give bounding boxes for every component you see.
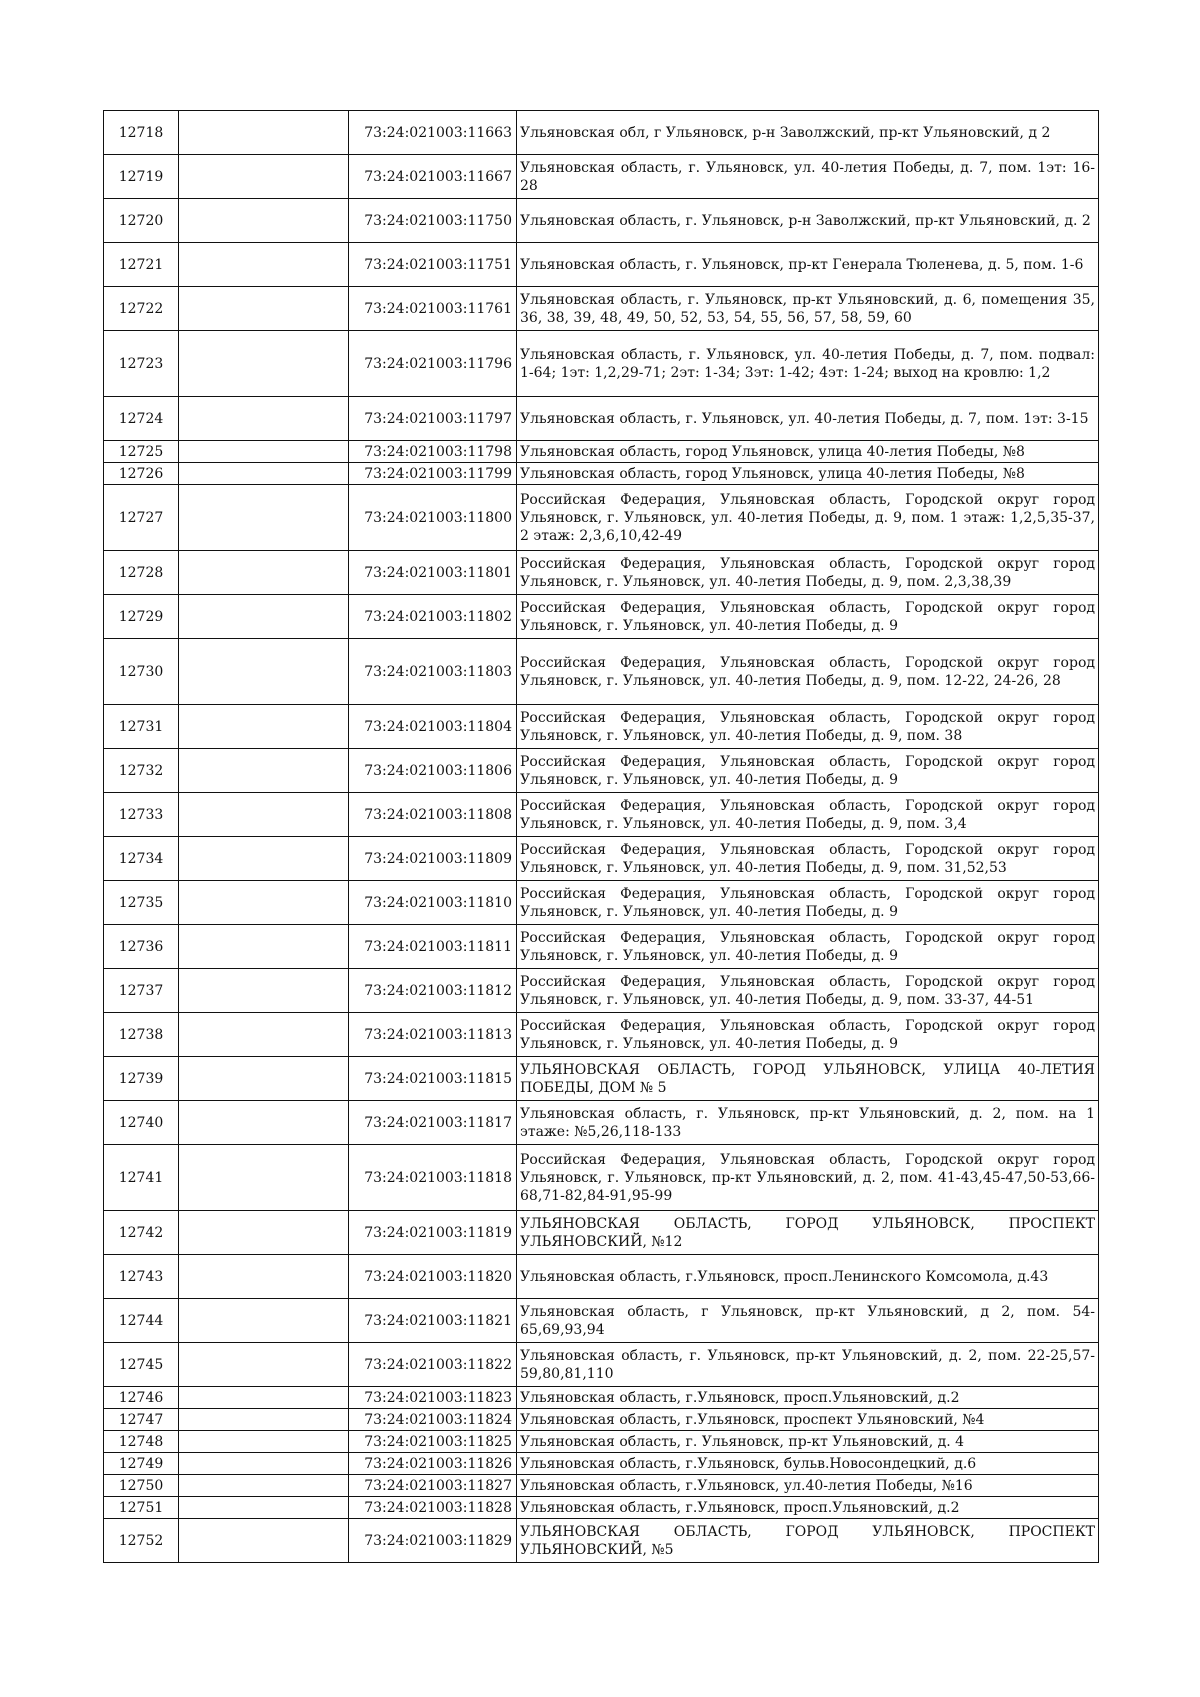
cadastral-number: 73:24:021003:11818 xyxy=(349,1145,517,1211)
row-number: 12725 xyxy=(104,441,179,463)
table-row xyxy=(104,1101,1099,1145)
cadastral-number: 73:24:021003:11750 xyxy=(349,199,517,243)
address: Российская Федерация, Ульяновская область, Городской округ город Ульяновск, г. Ульяновск, ул. 40-летия Победы, д. 9 xyxy=(517,749,1099,793)
empty-cell xyxy=(179,463,349,485)
table-row xyxy=(104,397,1099,441)
cadastral-number: 73:24:021003:11817 xyxy=(349,1101,517,1145)
table-row xyxy=(104,1431,1099,1453)
table-row xyxy=(104,1211,1099,1255)
cadastral-number: 73:24:021003:11828 xyxy=(349,1497,517,1519)
cadastral-number: 73:24:021003:11751 xyxy=(349,243,517,287)
address: Российская Федерация, Ульяновская область, Городской округ город Ульяновск, г. Ульяновск, ул. 40-летия Победы, д. 9, пом. 2,3,38,39 xyxy=(517,551,1099,595)
address: Российская Федерация, Ульяновская область, Городской округ город Ульяновск, г. Ульяновск, ул. 40-летия Победы, д. 9 xyxy=(517,881,1099,925)
registry-table xyxy=(103,110,1099,1563)
cadastral-number: 73:24:021003:11797 xyxy=(349,397,517,441)
empty-cell xyxy=(179,1145,349,1211)
empty-cell xyxy=(179,749,349,793)
cadastral-number: 73:24:021003:11823 xyxy=(349,1387,517,1409)
cadastral-number: 73:24:021003:11801 xyxy=(349,551,517,595)
address: УЛЬЯНОВСКАЯ ОБЛАСТЬ, ГОРОД УЛЬЯНОВСК, ПРОСПЕКТ УЛЬЯНОВСКИЙ, №12 xyxy=(517,1211,1099,1255)
address: Ульяновская область, г. Ульяновск, ул. 40-летия Победы, д. 7, пом. 1эт: 16-28 xyxy=(517,155,1099,199)
row-number: 12726 xyxy=(104,463,179,485)
empty-cell xyxy=(179,243,349,287)
row-number: 12722 xyxy=(104,287,179,331)
cadastral-number: 73:24:021003:11813 xyxy=(349,1013,517,1057)
cadastral-number: 73:24:021003:11800 xyxy=(349,485,517,551)
address: Ульяновская область, г.Ульяновск, ул.40-летия Победы, №16 xyxy=(517,1475,1099,1497)
address: Российская Федерация, Ульяновская область, Городской округ город Ульяновск, г. Ульяновск, ул. 40-летия Победы, д. 9, пом. 38 xyxy=(517,705,1099,749)
cadastral-number: 73:24:021003:11819 xyxy=(349,1211,517,1255)
address: Ульяновская область, г.Ульяновск, проспект Ульяновский, №4 xyxy=(517,1409,1099,1431)
empty-cell xyxy=(179,441,349,463)
empty-cell xyxy=(179,199,349,243)
address: Российская Федерация, Ульяновская область, Городской округ город Ульяновск, г. Ульяновск, ул. 40-летия Победы, д. 9, пом. 33-37, 44-51 xyxy=(517,969,1099,1013)
table-row xyxy=(104,1145,1099,1211)
cadastral-number: 73:24:021003:11826 xyxy=(349,1453,517,1475)
address: Ульяновская область, г.Ульяновск, просп.Ульяновский, д.2 xyxy=(517,1497,1099,1519)
table-row xyxy=(104,1387,1099,1409)
empty-cell xyxy=(179,287,349,331)
address: Ульяновская область, г. Ульяновск, ул. 40-летия Победы, д. 7, пом. подвал: 1-64; 1эт: 1,2,29-71; 2эт: 1-34; 3эт: 1-42; 4эт: 1-24; выход на кровлю: 1,2 xyxy=(517,331,1099,397)
table-row xyxy=(104,749,1099,793)
table-row xyxy=(104,1409,1099,1431)
empty-cell xyxy=(179,1475,349,1497)
table-row xyxy=(104,1475,1099,1497)
table-row xyxy=(104,1497,1099,1519)
cadastral-number: 73:24:021003:11824 xyxy=(349,1409,517,1431)
row-number: 12733 xyxy=(104,793,179,837)
cadastral-number: 73:24:021003:11663 xyxy=(349,111,517,155)
row-number: 12727 xyxy=(104,485,179,551)
empty-cell xyxy=(179,1453,349,1475)
empty-cell xyxy=(179,1211,349,1255)
table-row xyxy=(104,243,1099,287)
address: Ульяновская область, г.Ульяновск, просп.Ульяновский, д.2 xyxy=(517,1387,1099,1409)
empty-cell xyxy=(179,1299,349,1343)
address: УЛЬЯНОВСКАЯ ОБЛАСТЬ, ГОРОД УЛЬЯНОВСК, ПРОСПЕКТ УЛЬЯНОВСКИЙ, №5 xyxy=(517,1519,1099,1563)
row-number: 12738 xyxy=(104,1013,179,1057)
cadastral-number: 73:24:021003:11804 xyxy=(349,705,517,749)
row-number: 12750 xyxy=(104,1475,179,1497)
row-number: 12734 xyxy=(104,837,179,881)
empty-cell xyxy=(179,1431,349,1453)
row-number: 12746 xyxy=(104,1387,179,1409)
table-row xyxy=(104,1013,1099,1057)
row-number: 12752 xyxy=(104,1519,179,1563)
address: УЛЬЯНОВСКАЯ ОБЛАСТЬ, ГОРОД УЛЬЯНОВСК, УЛИЦА 40-ЛЕТИЯ ПОБЕДЫ, ДОМ № 5 xyxy=(517,1057,1099,1101)
table-row xyxy=(104,1453,1099,1475)
address: Ульяновская область, г. Ульяновск, пр-кт Генерала Тюленева, д. 5, пом. 1-6 xyxy=(517,243,1099,287)
row-number: 12745 xyxy=(104,1343,179,1387)
row-number: 12748 xyxy=(104,1431,179,1453)
address: Ульяновская обл, г Ульяновск, р-н Заволжский, пр-кт Ульяновский, д 2 xyxy=(517,111,1099,155)
table-row xyxy=(104,1519,1099,1563)
row-number: 12740 xyxy=(104,1101,179,1145)
cadastral-number: 73:24:021003:11809 xyxy=(349,837,517,881)
table-row xyxy=(104,1255,1099,1299)
row-number: 12741 xyxy=(104,1145,179,1211)
address: Российская Федерация, Ульяновская область, Городской округ город Ульяновск, г. Ульяновск, ул. 40-летия Победы, д. 9, пом. 1 этаж: 1,2,5,35-37, 2 этаж: 2,3,6,10,42-49 xyxy=(517,485,1099,551)
row-number: 12739 xyxy=(104,1057,179,1101)
cadastral-number: 73:24:021003:11810 xyxy=(349,881,517,925)
row-number: 12729 xyxy=(104,595,179,639)
empty-cell xyxy=(179,1057,349,1101)
table-row xyxy=(104,595,1099,639)
empty-cell xyxy=(179,595,349,639)
empty-cell xyxy=(179,1343,349,1387)
row-number: 12731 xyxy=(104,705,179,749)
cadastral-number: 73:24:021003:11829 xyxy=(349,1519,517,1563)
table-row xyxy=(104,441,1099,463)
empty-cell xyxy=(179,485,349,551)
cadastral-number: 73:24:021003:11825 xyxy=(349,1431,517,1453)
registry-body xyxy=(104,111,1099,1563)
cadastral-number: 73:24:021003:11822 xyxy=(349,1343,517,1387)
address: Ульяновская область, город Ульяновск, улица 40-летия Победы, №8 xyxy=(517,441,1099,463)
cadastral-number: 73:24:021003:11815 xyxy=(349,1057,517,1101)
cadastral-number: 73:24:021003:11827 xyxy=(349,1475,517,1497)
row-number: 12743 xyxy=(104,1255,179,1299)
table-row xyxy=(104,199,1099,243)
table-row xyxy=(104,111,1099,155)
row-number: 12721 xyxy=(104,243,179,287)
row-number: 12747 xyxy=(104,1409,179,1431)
empty-cell xyxy=(179,1101,349,1145)
table-row xyxy=(104,463,1099,485)
table-row xyxy=(104,287,1099,331)
cadastral-number: 73:24:021003:11667 xyxy=(349,155,517,199)
row-number: 12737 xyxy=(104,969,179,1013)
address: Ульяновская область, г. Ульяновск, ул. 40-летия Победы, д. 7, пом. 1эт: 3-15 xyxy=(517,397,1099,441)
address: Российская Федерация, Ульяновская область, Городской округ город Ульяновск, г. Ульяновск, ул. 40-летия Победы, д. 9 xyxy=(517,595,1099,639)
table-row xyxy=(104,1057,1099,1101)
row-number: 12724 xyxy=(104,397,179,441)
address: Ульяновская область, г. Ульяновск, пр-кт Ульяновский, д. 4 xyxy=(517,1431,1099,1453)
table-row xyxy=(104,925,1099,969)
empty-cell xyxy=(179,1409,349,1431)
address: Российская Федерация, Ульяновская область, Городской округ город Ульяновск, г. Ульяновск, ул. 40-летия Победы, д. 9 xyxy=(517,1013,1099,1057)
address: Ульяновская область, г. Ульяновск, р-н Заволжский, пр-кт Ульяновский, д. 2 xyxy=(517,199,1099,243)
address: Ульяновская область, г. Ульяновск, пр-кт Ульяновский, д. 2, пом. на 1 этаже: №5,26,118-133 xyxy=(517,1101,1099,1145)
empty-cell xyxy=(179,881,349,925)
address: Российская Федерация, Ульяновская область, Городской округ город Ульяновск, г. Ульяновск, ул. 40-летия Победы, д. 9, пом. 31,52,53 xyxy=(517,837,1099,881)
empty-cell xyxy=(179,331,349,397)
address: Ульяновская область, г.Ульяновск, просп.Ленинского Комсомола, д.43 xyxy=(517,1255,1099,1299)
row-number: 12744 xyxy=(104,1299,179,1343)
table-row xyxy=(104,881,1099,925)
cadastral-number: 73:24:021003:11803 xyxy=(349,639,517,705)
row-number: 12720 xyxy=(104,199,179,243)
empty-cell xyxy=(179,155,349,199)
cadastral-number: 73:24:021003:11802 xyxy=(349,595,517,639)
cadastral-number: 73:24:021003:11798 xyxy=(349,441,517,463)
empty-cell xyxy=(179,397,349,441)
cadastral-number: 73:24:021003:11821 xyxy=(349,1299,517,1343)
empty-cell xyxy=(179,1013,349,1057)
row-number: 12732 xyxy=(104,749,179,793)
row-number: 12718 xyxy=(104,111,179,155)
table-row xyxy=(104,1299,1099,1343)
row-number: 12730 xyxy=(104,639,179,705)
address: Ульяновская область, г Ульяновск, пр-кт Ульяновский, д 2, пом. 54-65,69,93,94 xyxy=(517,1299,1099,1343)
table-row xyxy=(104,155,1099,199)
empty-cell xyxy=(179,1497,349,1519)
row-number: 12719 xyxy=(104,155,179,199)
empty-cell xyxy=(179,925,349,969)
cadastral-number: 73:24:021003:11761 xyxy=(349,287,517,331)
table-row xyxy=(104,1343,1099,1387)
empty-cell xyxy=(179,1387,349,1409)
empty-cell xyxy=(179,705,349,749)
cadastral-number: 73:24:021003:11808 xyxy=(349,793,517,837)
address: Ульяновская область, город Ульяновск, улица 40-летия Победы, №8 xyxy=(517,463,1099,485)
cadastral-number: 73:24:021003:11796 xyxy=(349,331,517,397)
address: Российская Федерация, Ульяновская область, Городской округ город Ульяновск, г. Ульяновск, ул. 40-летия Победы, д. 9, пом. 12-22, 24-26, 28 xyxy=(517,639,1099,705)
address: Российская Федерация, Ульяновская область, Городской округ город Ульяновск, г. Ульяновск, пр-кт Ульяновский, д. 2, пом. 41-43,45-47,50-53,66-68,71-82,84-91,95-99 xyxy=(517,1145,1099,1211)
empty-cell xyxy=(179,639,349,705)
address: Ульяновская область, г. Ульяновск, пр-кт Ульяновский, д. 6, помещения 35, 36, 38, 39, 48, 49, 50, 52, 53, 54, 55, 56, 57, 58, 59, 60 xyxy=(517,287,1099,331)
row-number: 12735 xyxy=(104,881,179,925)
row-number: 12736 xyxy=(104,925,179,969)
empty-cell xyxy=(179,111,349,155)
address: Российская Федерация, Ульяновская область, Городской округ город Ульяновск, г. Ульяновск, ул. 40-летия Победы, д. 9, пом. 3,4 xyxy=(517,793,1099,837)
row-number: 12728 xyxy=(104,551,179,595)
address: Ульяновская область, г.Ульяновск, бульв.Новосондецкий, д.6 xyxy=(517,1453,1099,1475)
table-row xyxy=(104,705,1099,749)
empty-cell xyxy=(179,1255,349,1299)
cadastral-number: 73:24:021003:11799 xyxy=(349,463,517,485)
table-row xyxy=(104,837,1099,881)
row-number: 12723 xyxy=(104,331,179,397)
empty-cell xyxy=(179,793,349,837)
table-row xyxy=(104,485,1099,551)
cadastral-number: 73:24:021003:11812 xyxy=(349,969,517,1013)
empty-cell xyxy=(179,969,349,1013)
row-number: 12749 xyxy=(104,1453,179,1475)
address: Ульяновская область, г. Ульяновск, пр-кт Ульяновский, д. 2, пом. 22-25,57-59,80,81,110 xyxy=(517,1343,1099,1387)
cadastral-number: 73:24:021003:11820 xyxy=(349,1255,517,1299)
address: Российская Федерация, Ульяновская область, Городской округ город Ульяновск, г. Ульяновск, ул. 40-летия Победы, д. 9 xyxy=(517,925,1099,969)
table-row xyxy=(104,551,1099,595)
row-number: 12742 xyxy=(104,1211,179,1255)
empty-cell xyxy=(179,1519,349,1563)
table-row xyxy=(104,969,1099,1013)
cadastral-number: 73:24:021003:11811 xyxy=(349,925,517,969)
table-row xyxy=(104,331,1099,397)
table-row xyxy=(104,639,1099,705)
table-row xyxy=(104,793,1099,837)
empty-cell xyxy=(179,837,349,881)
empty-cell xyxy=(179,551,349,595)
cadastral-number: 73:24:021003:11806 xyxy=(349,749,517,793)
row-number: 12751 xyxy=(104,1497,179,1519)
